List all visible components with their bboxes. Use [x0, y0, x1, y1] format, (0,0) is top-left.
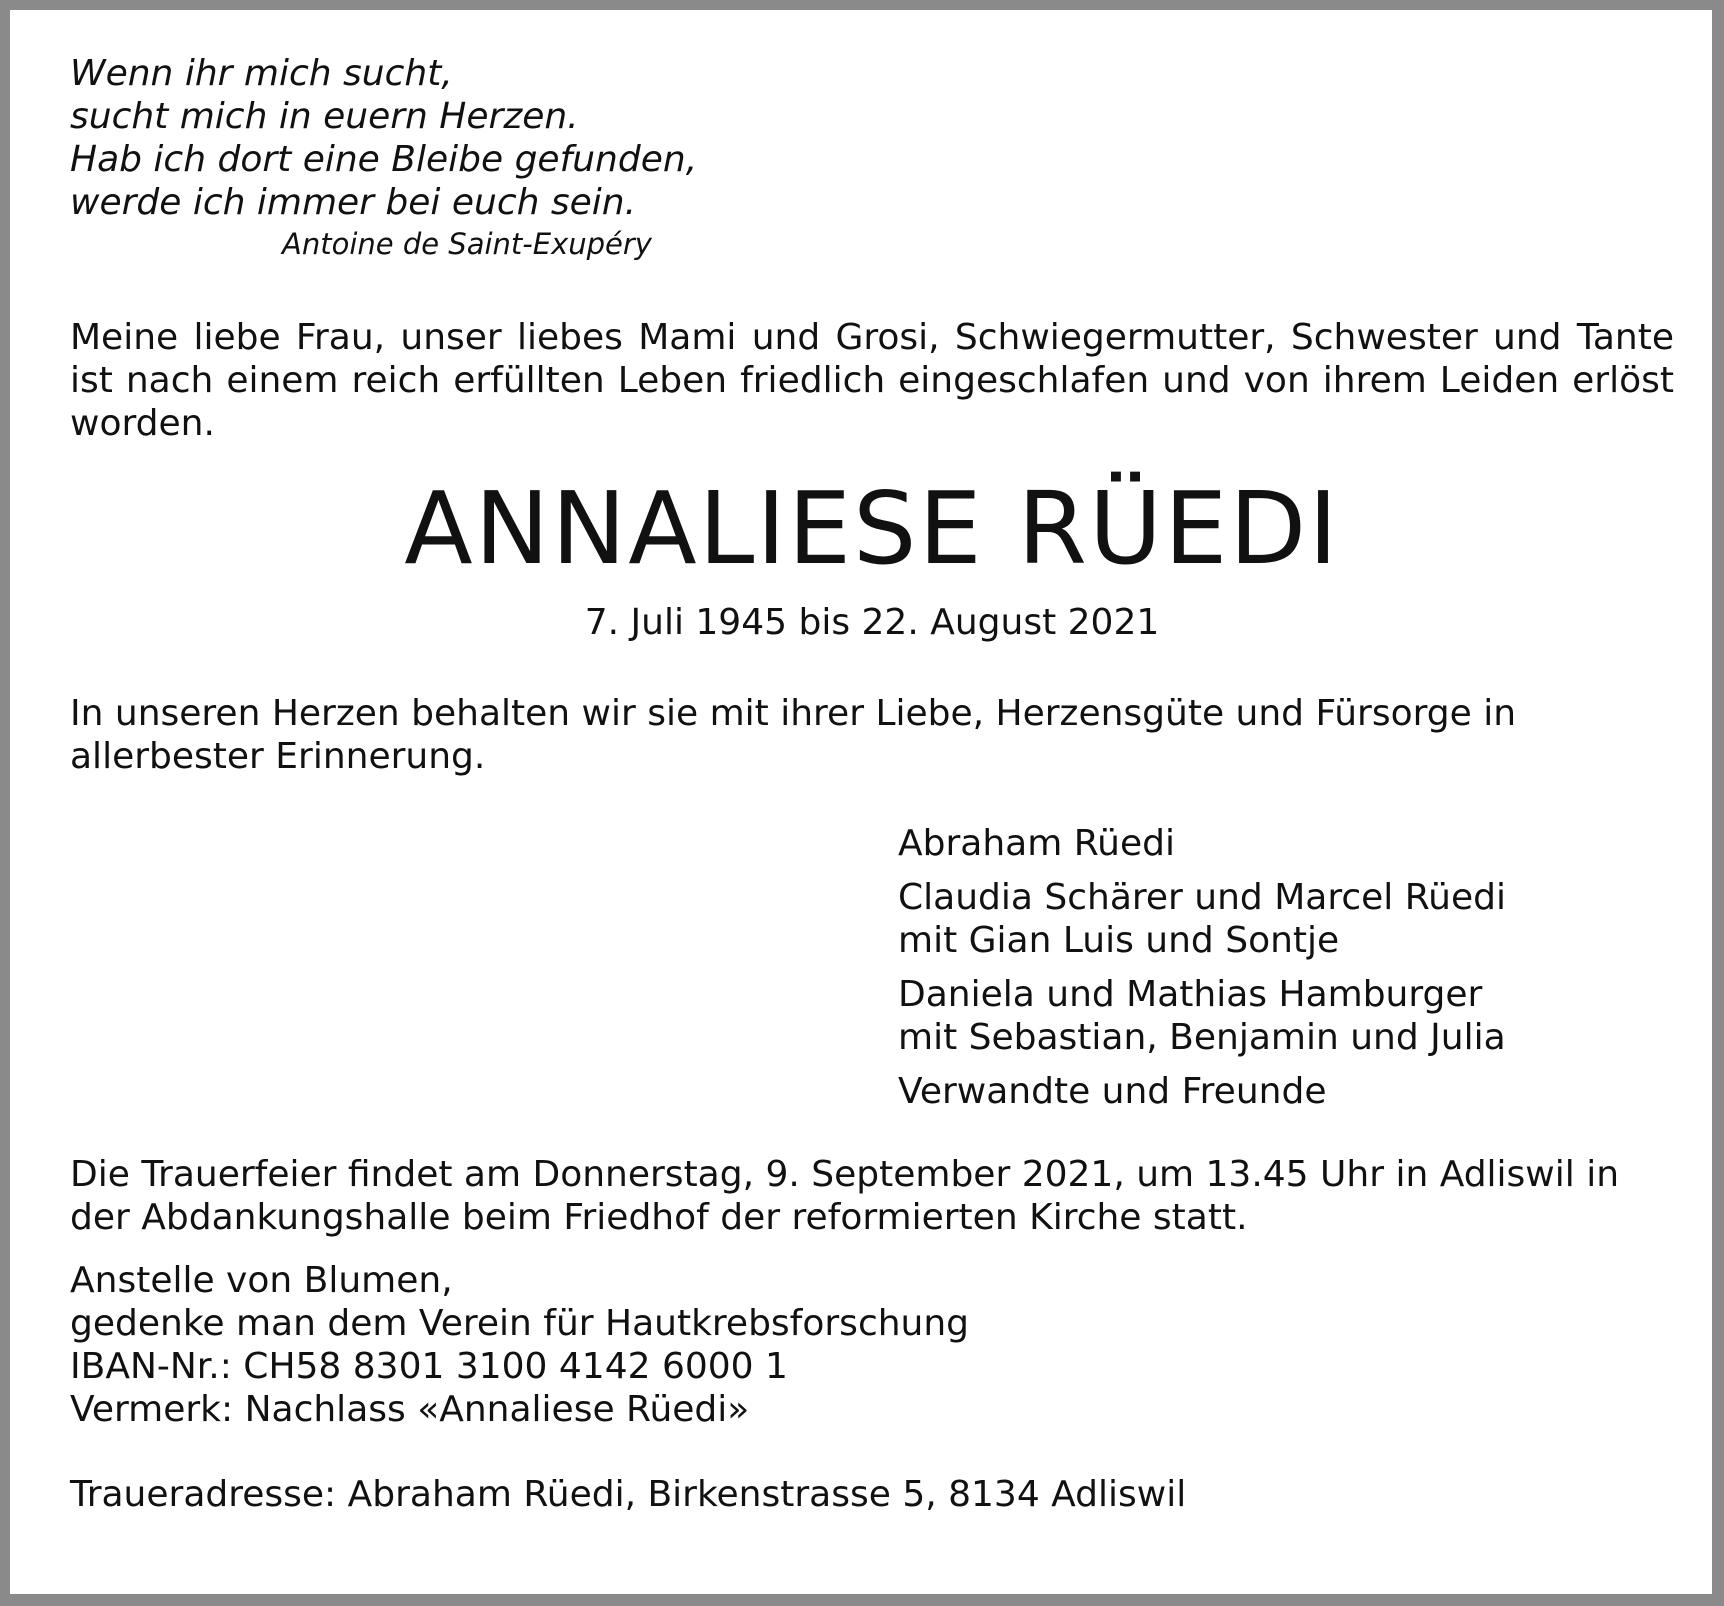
obituary-page — [10, 10, 1712, 1594]
poem — [70, 52, 1674, 264]
poem-line: sucht mich in euern Herzen. — [70, 96, 579, 137]
poem-author: Antoine de Saint-Exupéry — [282, 227, 652, 261]
mourner-line: mit Gian Luis und Sontje — [898, 920, 1340, 961]
service-paragraph: Die Trauerfeier findet am Donnerstag, 9. September 2021, um 13.45 Uhr in Adliswil in der Abdankungshalle beim Friedhof der reformierten Kirche statt. — [70, 1154, 1620, 1238]
mourner-line: Abraham Rüedi — [898, 823, 1175, 864]
intro-paragraph: Meine liebe Frau, unser liebes Mami und Grosi, Schwiegermutter, Schwester und Tante ist nach einem reich erfüllten Leben friedlich eingeschlafen und von ihrem Leiden erlöst worden. — [70, 317, 1674, 444]
poem-line: werde ich immer bei euch sein. — [70, 182, 637, 223]
poem-line: Hab ich dort eine Bleibe gefunden, — [70, 139, 698, 180]
mourner-group — [898, 973, 1674, 1059]
life-dates: 7. Juli 1945 bis 22. August 2021 — [584, 602, 1160, 643]
mourner-line: Claudia Schärer und Marcel Rüedi — [898, 877, 1506, 918]
donation-note: Vermerk: Nachlass «Annaliese Rüedi» — [70, 1389, 750, 1430]
memory-paragraph: In unseren Herzen behalten wir sie mit ihrer Liebe, Herzensgüte und Fürsorge in allerbester Erinnerung. — [70, 693, 1517, 777]
donation-line: gedenke man dem Verein für Hautkrebsforschung — [70, 1303, 970, 1344]
mourner-group — [898, 1070, 1674, 1113]
donation-iban: IBAN-Nr.: CH58 8301 3100 4142 6000 1 — [70, 1346, 788, 1387]
obituary-content — [70, 52, 1674, 1516]
mourner-line: mit Sebastian, Benjamin und Julia — [898, 1017, 1506, 1058]
mourner-group — [898, 876, 1674, 962]
mourner-line: Daniela und Mathias Hamburger — [898, 974, 1483, 1015]
mourner-group — [898, 822, 1674, 865]
poem-line: Wenn ihr mich sucht, — [70, 53, 453, 94]
deceased-name: ANNALIESE RÜEDI — [404, 470, 1340, 587]
donation-line: Anstelle von Blumen, — [70, 1260, 453, 1301]
mourners-list — [898, 822, 1674, 1113]
mourner-line: Verwandte und Freunde — [898, 1071, 1327, 1112]
donation-block — [70, 1259, 1674, 1431]
mourning-address: Traueradresse: Abraham Rüedi, Birkenstrasse 5, 8134 Adliswil — [70, 1474, 1187, 1515]
